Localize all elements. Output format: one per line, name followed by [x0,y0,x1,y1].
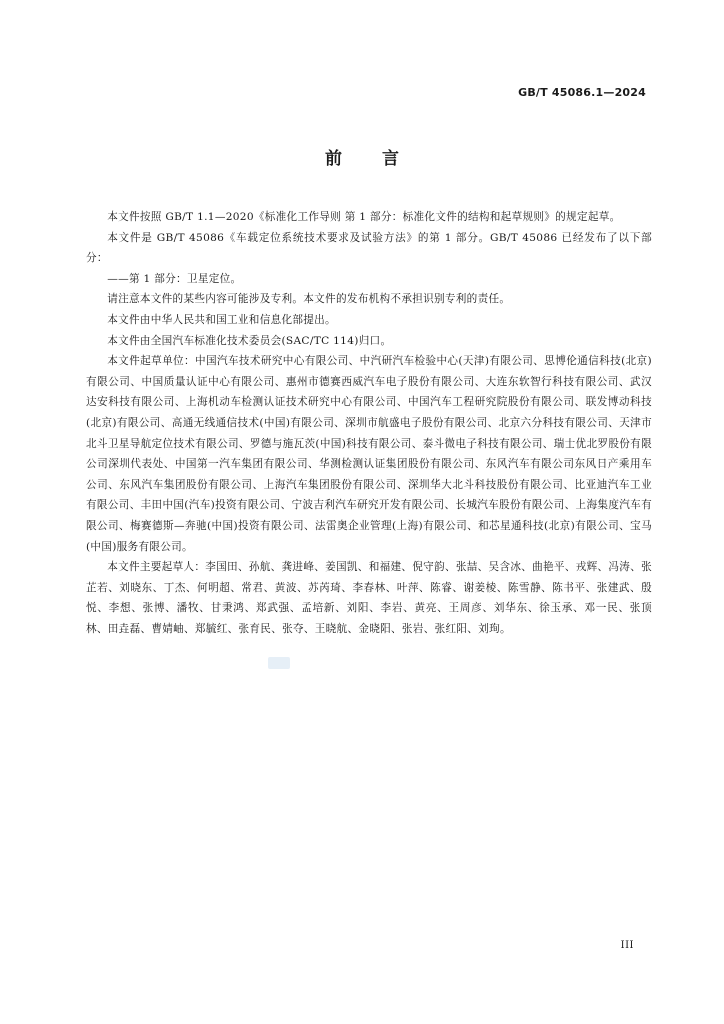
watermark-stamp [268,657,290,669]
paragraph-patent-notice: 请注意本文件的某些内容可能涉及专利。本文件的发布机构不承担识别专利的责任。 [107,293,511,306]
page-title [0,149,724,169]
paragraph-drafters: 本文件主要起草人：李国田、孙航、龚进峰、姜国凯、和福建、倪守韵、张喆、吴含冰、曲艳平、戎辉、冯涛、张芷若、刘晓东、丁杰、何明超、常君、黄波、苏芮琦、李春林、叶萍、陈睿、谢姜棱、陈雪静、陈书平、张建武、殷悦、李想、张博、潘牧、甘秉鸿、郑武强、孟培新、刘阳、李岩、黄亮、王周彦、刘华东、徐玉承、邓一民、张顶林、田垚磊、曹婧岫、郑毓红、张育民、张夺、王晓航、金晓阳、张岩、张红阳、刘珣。 [86,561,652,635]
standard-number: GB/T 45086.1—2024 [518,86,646,99]
page-number: III [620,940,634,951]
title-char-1: 前 [325,149,342,169]
paragraph-drafting-rules: 本文件按照 GB/T 1.1—2020《标准化工作导则 第 1 部分：标准化文件的结构和起草规则》的规定起草。 [107,211,621,223]
foreword-body [86,207,652,639]
paragraph-drafting-units: 本文件起草单位：中国汽车技术研究中心有限公司、中汽研汽车检验中心(天津)有限公司、思博伦通信科技(北京)有限公司、中国质量认证中心有限公司、惠州市德赛西威汽车电子股份有限公司、大连东软智行科技有限公司、武汉达安科技有限公司、上海机动车检测认证技术研究中心有限公司、中国汽车工程研究院股份有限公司、联发博动科技(北京)有限公司、高通无线通信技术(中国)有限公司、深圳市航盛电子股份有限公司、北京六分科技有限公司、天津市北斗卫星导航定位技术有限公司、罗德与施瓦茨(中国)科技有限公司、泰斗微电子科技有限公司、瑞士优北罗股份有限公司深圳代表处、中国第一汽车集团有限公司、华测检测认证集团股份有限公司、东风汽车有限公司东风日产乘用车公司、东风汽车集团股份有限公司、上海汽车集团股份有限公司、深圳华大北斗科技股份有限公司、比亚迪汽车工业有限公司、丰田中国(汽车)投资有限公司、宁波吉利汽车研究开发有限公司、长城汽车股份有限公司、上海集度汽车有限公司、梅赛德斯—奔驰(中国)投资有限公司、法雷奥企业管理(上海)有限公司、和芯星通科技(北京)有限公司、宝马(中国)服务有限公司。 [86,355,652,553]
title-char-2: 言 [382,149,399,169]
paragraph-proposer: 本文件由中华人民共和国工业和信息化部提出。 [107,313,336,326]
paragraph-part-info: 本文件是 GB/T 45086《车载定位系统技术要求及试验方法》的第 1 部分。GB/T 45086 已经发布了以下部分： [86,231,652,265]
paragraph-part-list-item: ——第 1 部分：卫星定位。 [107,272,242,285]
paragraph-centralized-unit: 本文件由全国汽车标准化技术委员会(SAC/TC 114)归口。 [107,334,392,347]
